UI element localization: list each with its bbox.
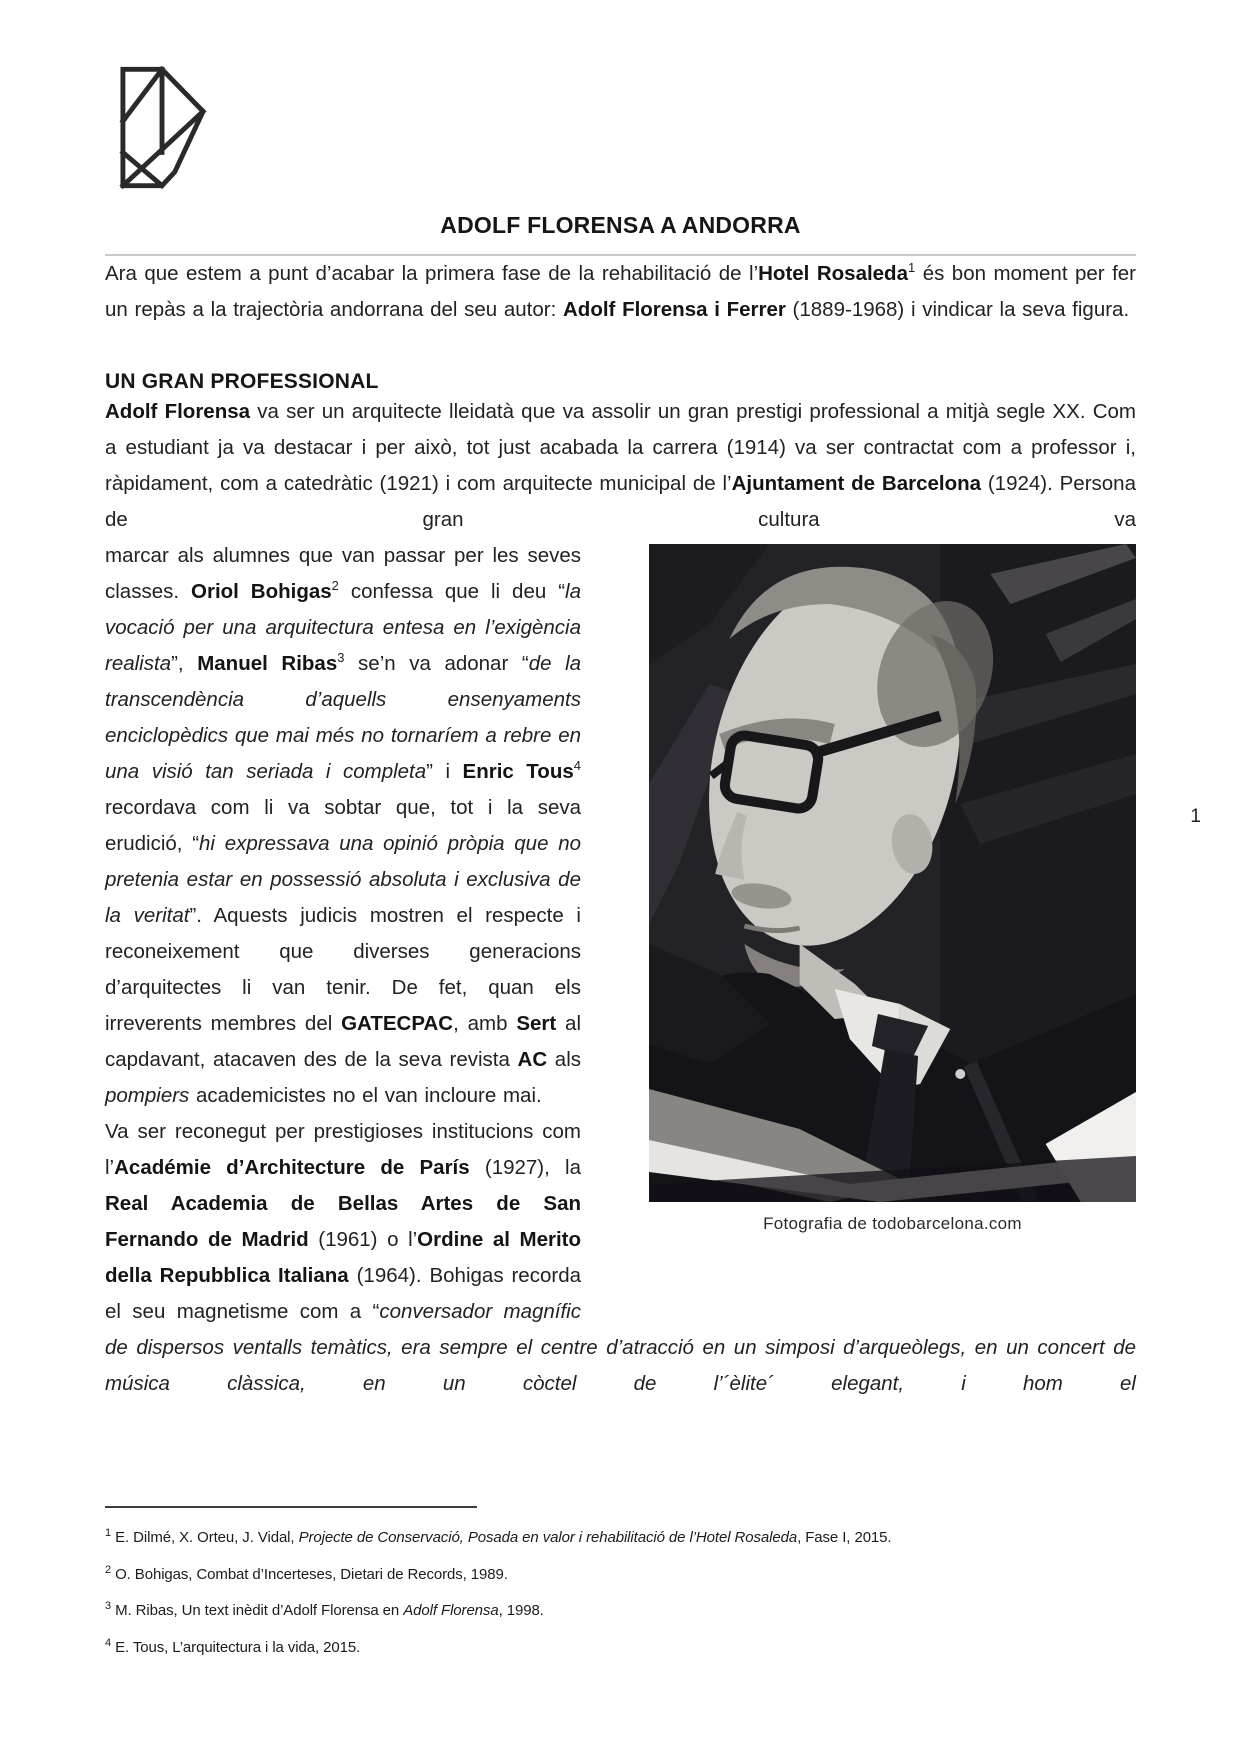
footnote-ref: 4 [573,758,581,774]
footnote-2 [105,1557,1136,1594]
text-segment: Adolf Florensa [105,400,251,423]
text-segment: Adolf Florensa [403,1602,499,1619]
text-photo-wrap-section [105,538,1136,1402]
text-segment: recordava com li va sobtar que, tot i la seva erudició, “ [105,796,581,855]
text-segment: (1961) o l’ [308,1228,418,1251]
text-segment: conversador magnífic de dispersos ventalls temàtics, era sempre el centre d’atracció en un simposi d’arqueòlegs, en un concert de música clàssica, en un còctel de l’´èlite´ elegant, i hom el [105,1300,1136,1395]
footnote-ref: 1 [908,260,916,276]
photo-caption: Fotografia de todobarcelona.com [763,1214,1022,1233]
text-segment: Hotel Rosaleda [758,262,908,285]
text-segment: és bon moment per fer un repàs a la trajectòria andorrana del seu autor: [105,262,1136,321]
text-segment: als [547,1048,581,1071]
footnote-4 [105,1630,1136,1667]
text-segment: Adolf Florensa i Ferrer [563,298,786,321]
text-segment: (1924). Persona de gran cultura va [105,472,1136,531]
footnotes-area [105,1506,1136,1666]
text-segment: ”, [171,652,198,675]
page-title: ADOLF FLORENSA A ANDORRA [440,212,801,238]
text-segment: GATECPAC [341,1012,454,1035]
text-segment: hi expressava una opinió pròpia que no pretenia estar en possessió absoluta i exclusiva de la veritat [105,832,581,927]
text-segment: Oriol Bohigas [191,580,332,603]
text-segment: Académie d’Architecture de París [114,1156,470,1179]
text-segment: (1927), la [469,1156,581,1179]
footnote-separator [105,1506,477,1508]
text-segment: Ordine al Merito della Repubblica Italiana [105,1228,581,1287]
footnote-ref: 4 [105,1636,112,1649]
page-number: 1 [1190,806,1201,827]
text-segment: se’n va adonar “ [344,652,529,675]
portrait-photo [649,544,1136,1202]
text-segment: M. Ribas, Un text inèdit d’Adolf Florensa en [111,1602,404,1619]
text-segment: , amb [453,1012,517,1035]
text-segment: academicistes no el van incloure mai. [189,1084,542,1107]
footnote-ref: 2 [331,578,339,594]
florensa-paragraph [105,394,1136,538]
portrait-photo-illustration [649,544,1136,1202]
footnote-ref: 3 [337,650,345,666]
portrait-figure [649,544,1136,1234]
footnote-ref: 3 [105,1600,112,1612]
section-heading: UN GRAN PROFESSIONAL [105,370,379,393]
text-segment: ” i [426,760,463,783]
text-segment: , 1998. [498,1602,544,1619]
text-segment: Va ser reconegut per prestigioses institucions com l’ [105,1120,581,1179]
text-segment: la vocació per una arquitectura entesa en l’exigència realista [105,580,582,675]
text-segment: , Fase I, 2015. [797,1529,892,1546]
footnote-ref: 2 [105,1563,112,1576]
text-segment: confessa que li deu “ [338,580,566,603]
text-segment: Projecte de Conservació, Posada en valor i rehabilitació de l’Hotel Rosaleda [298,1529,798,1546]
text-segment: al capdavant, atacaven des de la seva revista [105,1012,582,1071]
text-segment: (1964). Bohigas recorda el seu magnetisme com a “ [105,1264,581,1323]
page-content [105,0,1136,1402]
text-segment: Manuel Ribas [197,652,338,675]
text-segment: Enric Tous [462,760,574,783]
text-segment: Ara que estem a punt d’acabar la primera fase de la rehabilitació de l’ [105,262,759,285]
footnote-ref: 1 [105,1527,112,1539]
footnote-1 [105,1520,1136,1557]
text-segment: O. Bohigas, Combat d’Incerteses, Dietari de Records, 1989. [111,1565,508,1583]
text-segment: de la transcendència d’aquells ensenyaments enciclopèdics que mai més no tornaríem a rebre en una visió tan seriada i completa [105,652,582,783]
text-segment: ”. Aquests judicis mostren el respecte i reconeixement que diverses generacions d’arquitectes li van tenir. De fet, quan els irreverents membres del [105,904,581,1035]
text-segment: va ser un arquitecte lleidatà que va assolir un gran prestigi professional a mitjà segle XX. Com a estudiant ja va destacar i per això, tot just acabada la carrera (1914) va ser contractat com a professor i, ràpidament, com a catedràtic (1921) i com arquitecte municipal de l’ [105,400,1137,495]
text-segment: (1889-1968) i vindicar la seva figura. [785,298,1130,321]
text-segment: pompiers [105,1084,190,1107]
text-segment: Real Academia de Bellas Artes de San Fernando de Madrid [105,1192,581,1251]
footnote-3 [105,1593,1136,1630]
text-segment: Sert [516,1012,557,1035]
text-segment: Ajuntament de Barcelona [731,472,982,495]
text-segment: AC [517,1048,548,1071]
text-segment: E. Tous, L’arquitectura i la vida, 2015. [111,1638,361,1656]
text-segment: marcar als alumnes que van passar per les seves classes. [105,544,581,603]
text-segment: E. Dilmé, X. Orteu, J. Vidal, [111,1529,299,1546]
intro-paragraph [105,256,1136,328]
